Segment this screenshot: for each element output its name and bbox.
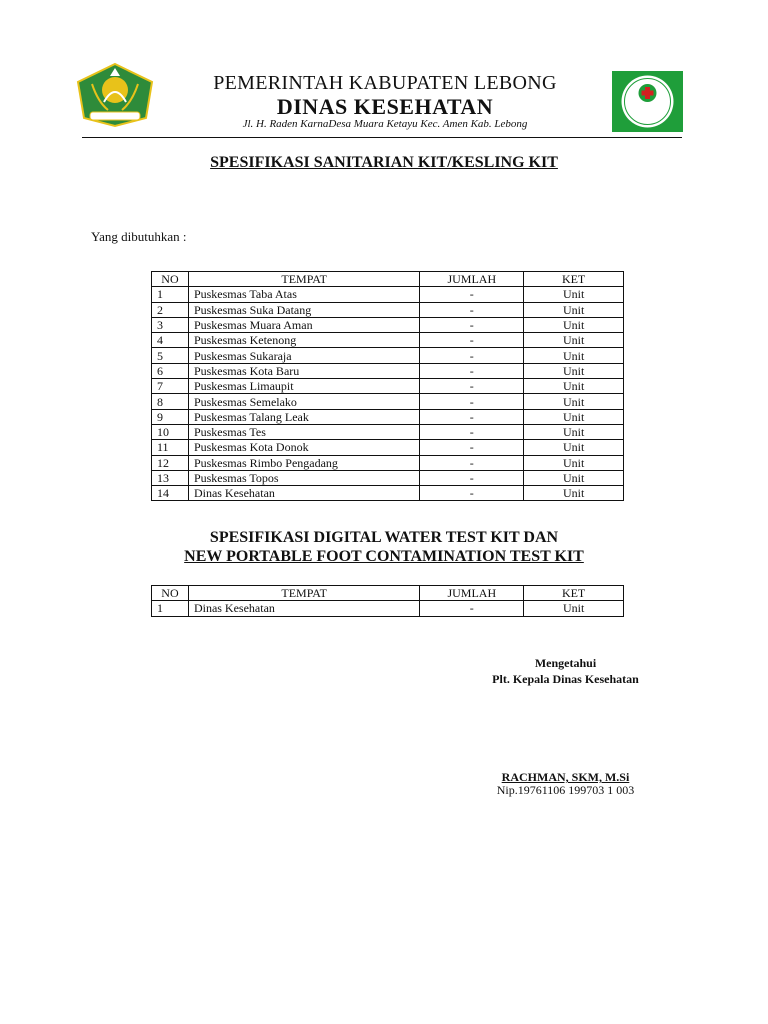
signature-role: Plt. Kepala Dinas Kesehatan (492, 672, 639, 686)
cell-jumlah: - (420, 470, 524, 485)
cell-tempat: Puskesmas Sukaraja (188, 348, 419, 363)
table-header-row (152, 272, 624, 287)
col-header-tempat: TEMPAT (188, 586, 419, 601)
cell-no: 8 (152, 394, 189, 409)
cell-tempat: Puskesmas Kota Baru (188, 363, 419, 378)
cell-ket: Unit (524, 394, 624, 409)
cell-tempat: Puskesmas Kota Donok (188, 440, 419, 455)
needs-intro: Yang dibutuhkan : (91, 229, 187, 244)
table-row (152, 470, 624, 485)
cell-tempat: Puskesmas Tes (188, 424, 419, 439)
lebong-regency-emblem (74, 62, 156, 128)
cell-jumlah: - (420, 424, 524, 439)
header-divider (82, 137, 682, 138)
cell-tempat: Dinas Kesehatan (188, 486, 419, 501)
cell-jumlah: - (420, 363, 524, 378)
sanitarian-kit-table (151, 271, 624, 501)
cell-jumlah: - (420, 455, 524, 470)
cell-no: 4 (152, 333, 189, 348)
cell-tempat: Puskesmas Taba Atas (188, 287, 419, 302)
table-row (152, 486, 624, 501)
cell-ket: Unit (524, 440, 624, 455)
agency-name: DINAS KESEHATAN (276, 94, 494, 119)
table-row (152, 394, 624, 409)
cell-tempat: Puskesmas Semelako (188, 394, 419, 409)
col-header-no: NO (152, 586, 189, 601)
cell-no: 1 (152, 287, 189, 302)
cell-no: 12 (152, 455, 189, 470)
cell-no: 2 (152, 302, 189, 317)
table-row (152, 317, 624, 332)
table-row (152, 440, 624, 455)
cell-jumlah: - (420, 302, 524, 317)
cell-ket: Unit (524, 424, 624, 439)
cell-jumlah: - (420, 348, 524, 363)
cell-jumlah: - (420, 333, 524, 348)
cell-ket: Unit (524, 287, 624, 302)
col-header-ket: KET (524, 586, 624, 601)
cell-no: 14 (152, 486, 189, 501)
signatory-name: RACHMAN, SKM, M.Si (501, 770, 630, 784)
cell-no: 11 (152, 440, 189, 455)
table-header-row (152, 586, 624, 601)
cell-tempat: Puskesmas Talang Leak (188, 409, 419, 424)
col-header-no: NO (152, 272, 189, 287)
col-header-tempat: TEMPAT (188, 272, 419, 287)
table-row (152, 363, 624, 378)
bakti-husada-logo (612, 71, 683, 132)
cell-tempat: Puskesmas Limaupit (188, 379, 419, 394)
cell-tempat: Puskesmas Suka Datang (188, 302, 419, 317)
signatory-nip: Nip.19761106 199703 1 003 (496, 783, 635, 797)
cell-no: 1 (152, 601, 189, 616)
section1-title: SPESIFIKASI SANITARIAN KIT/KESLING KIT (210, 154, 558, 171)
table-row (152, 333, 624, 348)
cell-no: 10 (152, 424, 189, 439)
cell-ket: Unit (524, 317, 624, 332)
cell-ket: Unit (524, 470, 624, 485)
cell-tempat: Dinas Kesehatan (188, 601, 419, 616)
cell-no: 7 (152, 379, 189, 394)
cell-ket: Unit (524, 601, 624, 616)
table-row (152, 601, 624, 616)
cell-ket: Unit (524, 363, 624, 378)
cell-ket: Unit (524, 486, 624, 501)
table-row (152, 455, 624, 470)
cell-ket: Unit (524, 333, 624, 348)
table-row (152, 409, 624, 424)
cell-jumlah: - (420, 409, 524, 424)
table-row (152, 302, 624, 317)
cell-tempat: Puskesmas Topos (188, 470, 419, 485)
cell-no: 9 (152, 409, 189, 424)
col-header-ket: KET (524, 272, 624, 287)
table-row (152, 348, 624, 363)
cell-jumlah: - (420, 440, 524, 455)
cell-tempat: Puskesmas Muara Aman (188, 317, 419, 332)
cell-jumlah: - (420, 486, 524, 501)
table-row (152, 287, 624, 302)
section2-title-line2: NEW PORTABLE FOOT CONTAMINATION TEST KIT (184, 548, 584, 565)
cell-jumlah: - (420, 394, 524, 409)
cell-jumlah: - (420, 379, 524, 394)
col-header-jumlah: JUMLAH (420, 272, 524, 287)
cell-ket: Unit (524, 379, 624, 394)
government-name: PEMERINTAH KABUPATEN LEBONG (213, 72, 557, 94)
col-header-jumlah: JUMLAH (420, 586, 524, 601)
cell-ket: Unit (524, 348, 624, 363)
agency-address: Jl. H. Raden KarnaDesa Muara Ketayu Kec. Amen Kab. Lebong (242, 118, 528, 130)
cell-ket: Unit (524, 409, 624, 424)
cell-tempat: Puskesmas Rimbo Pengadang (188, 455, 419, 470)
cell-jumlah: - (420, 601, 524, 616)
cell-ket: Unit (524, 455, 624, 470)
table-row (152, 379, 624, 394)
cell-no: 13 (152, 470, 189, 485)
cell-no: 6 (152, 363, 189, 378)
section2-title-line1: SPESIFIKASI DIGITAL WATER TEST KIT DAN (209, 529, 559, 546)
cell-jumlah: - (420, 317, 524, 332)
water-test-kit-table (151, 585, 624, 617)
cell-tempat: Puskesmas Ketenong (188, 333, 419, 348)
cell-ket: Unit (524, 302, 624, 317)
cell-jumlah: - (420, 287, 524, 302)
signature-acknowledged: Mengetahui (534, 656, 597, 670)
cell-no: 3 (152, 317, 189, 332)
cell-no: 5 (152, 348, 189, 363)
table-row (152, 424, 624, 439)
